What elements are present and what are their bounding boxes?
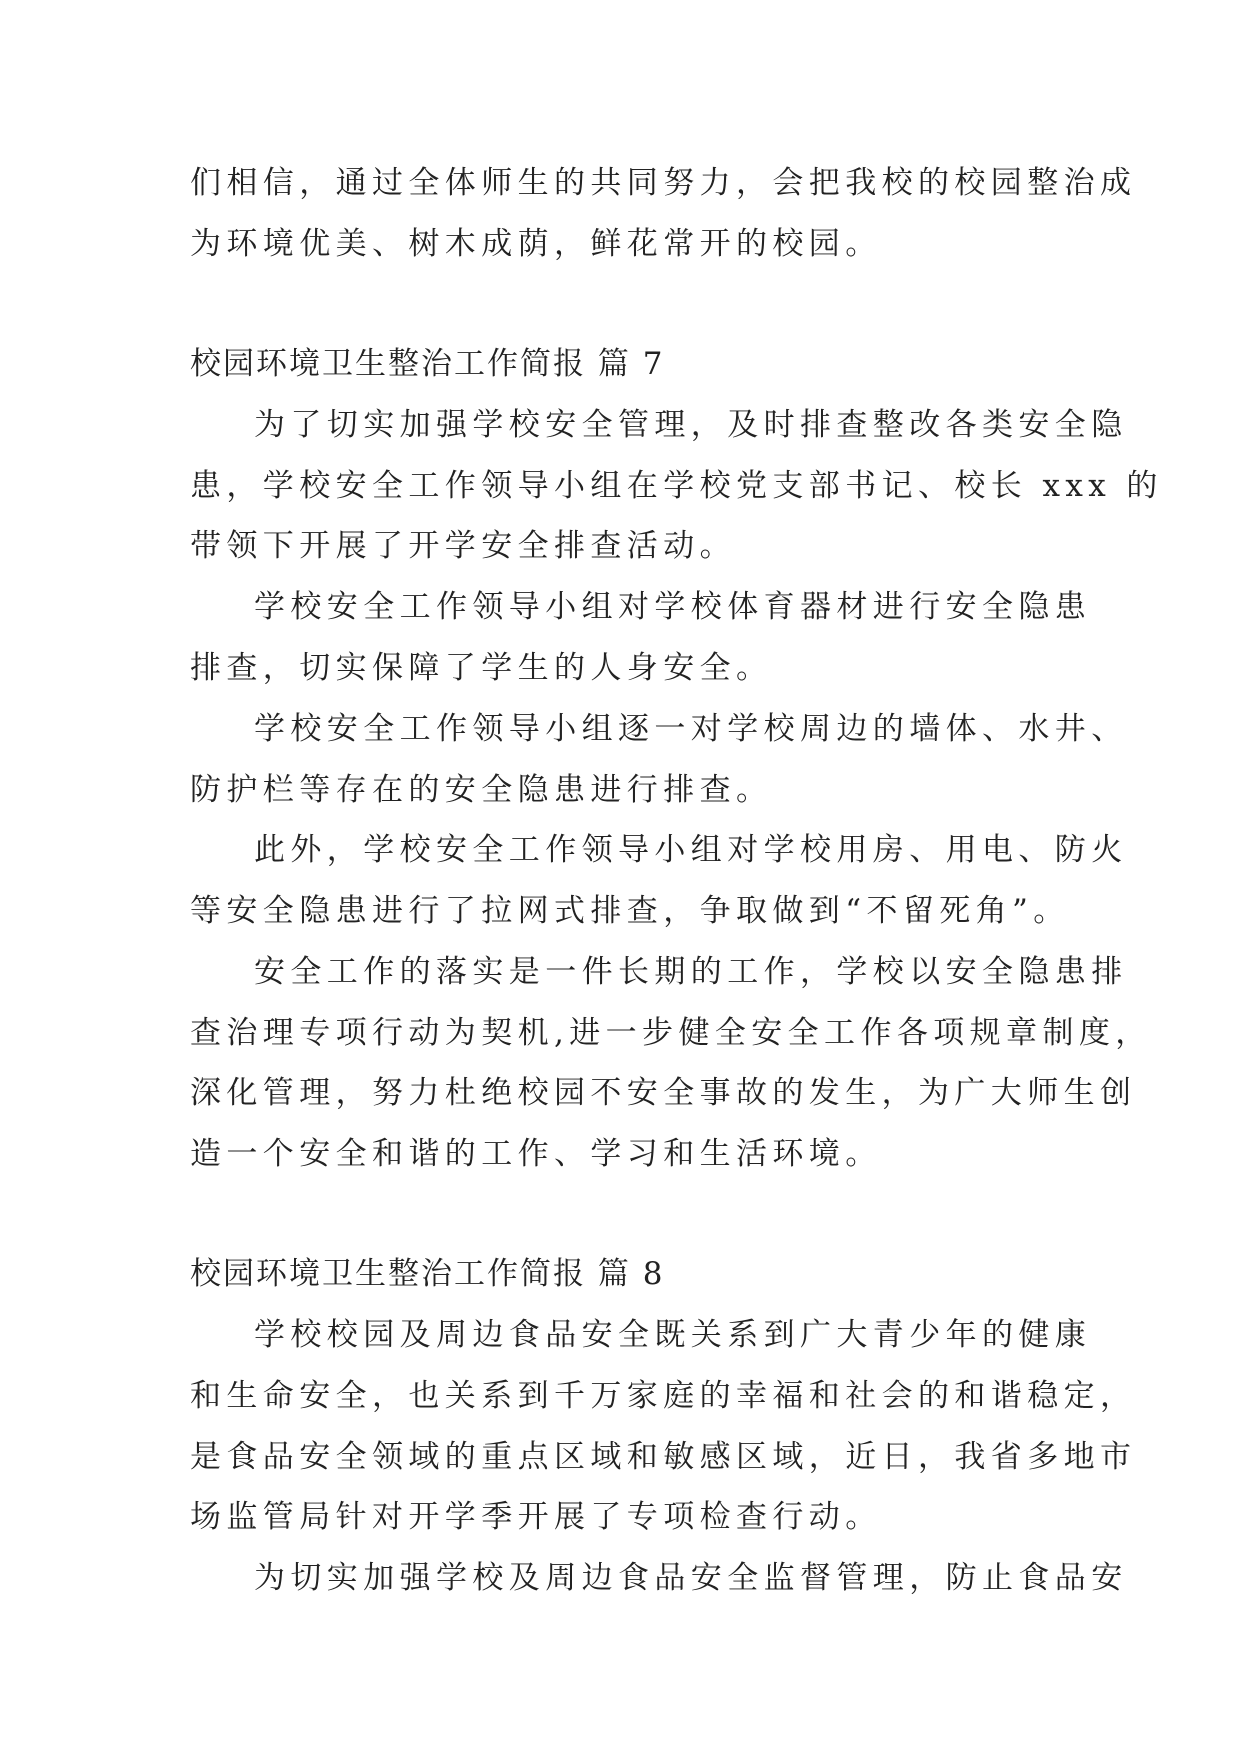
body-text-line: 造一个安全和谐的工作、学习和生活环境。 xyxy=(190,1136,882,1172)
body-text-line: 患，学校安全工作领导小组在学校党支部书记、校长 xxx 的 xyxy=(190,468,1163,504)
body-text-line: 防护栏等存在的安全隐患进行排查。 xyxy=(190,772,773,808)
body-text-line: 带领下开展了开学安全排查活动。 xyxy=(190,528,736,564)
body-text-line: 此外，学校安全工作领导小组对学校用房、用电、防火 xyxy=(254,832,1128,868)
body-text-line: 学校校园及周边食品安全既关系到广大青少年的健康 xyxy=(254,1317,1092,1353)
body-text-line: 为环境优美、树木成荫，鲜花常开的校园。 xyxy=(190,226,882,262)
body-text-line: 为了切实加强学校安全管理，及时排查整改各类安全隐 xyxy=(254,407,1128,443)
body-text-line: 场监管局针对开学季开展了专项检查行动。 xyxy=(190,1499,882,1535)
section-heading: 校园环境卫生整治工作简报 篇 8 xyxy=(190,1256,665,1292)
section-heading: 校园环境卫生整治工作简报 篇 7 xyxy=(190,346,665,382)
body-text-line: 安全工作的落实是一件长期的工作，学校以安全隐患排 xyxy=(254,954,1128,990)
body-text-line: 和生命安全，也关系到千万家庭的幸福和社会的和谐稳定， xyxy=(190,1378,1137,1414)
body-text-line: 为切实加强学校及周边食品安全监督管理，防止食品安 xyxy=(254,1560,1128,1596)
body-text-line: 查治理专项行动为契机,进一步健全安全工作各项规章制度， xyxy=(190,1015,1152,1051)
body-text-line: 排查，切实保障了学生的人身安全。 xyxy=(190,650,773,686)
body-text-line: 是食品安全领域的重点区域和敏感区域，近日，我省多地市 xyxy=(190,1439,1137,1475)
body-text-line: 学校安全工作领导小组逐一对学校周边的墙体、水井、 xyxy=(254,711,1128,747)
body-text-line: 们相信，通过全体师生的共同努力，会把我校的校园整治成 xyxy=(190,165,1137,201)
body-text-line: 学校安全工作领导小组对学校体育器材进行安全隐患 xyxy=(254,589,1092,625)
body-text-line: 等安全隐患进行了拉网式排查，争取做到“不留死角”。 xyxy=(190,893,1070,929)
body-text-line: 深化管理，努力杜绝校园不安全事故的发生，为广大师生创 xyxy=(190,1075,1137,1111)
